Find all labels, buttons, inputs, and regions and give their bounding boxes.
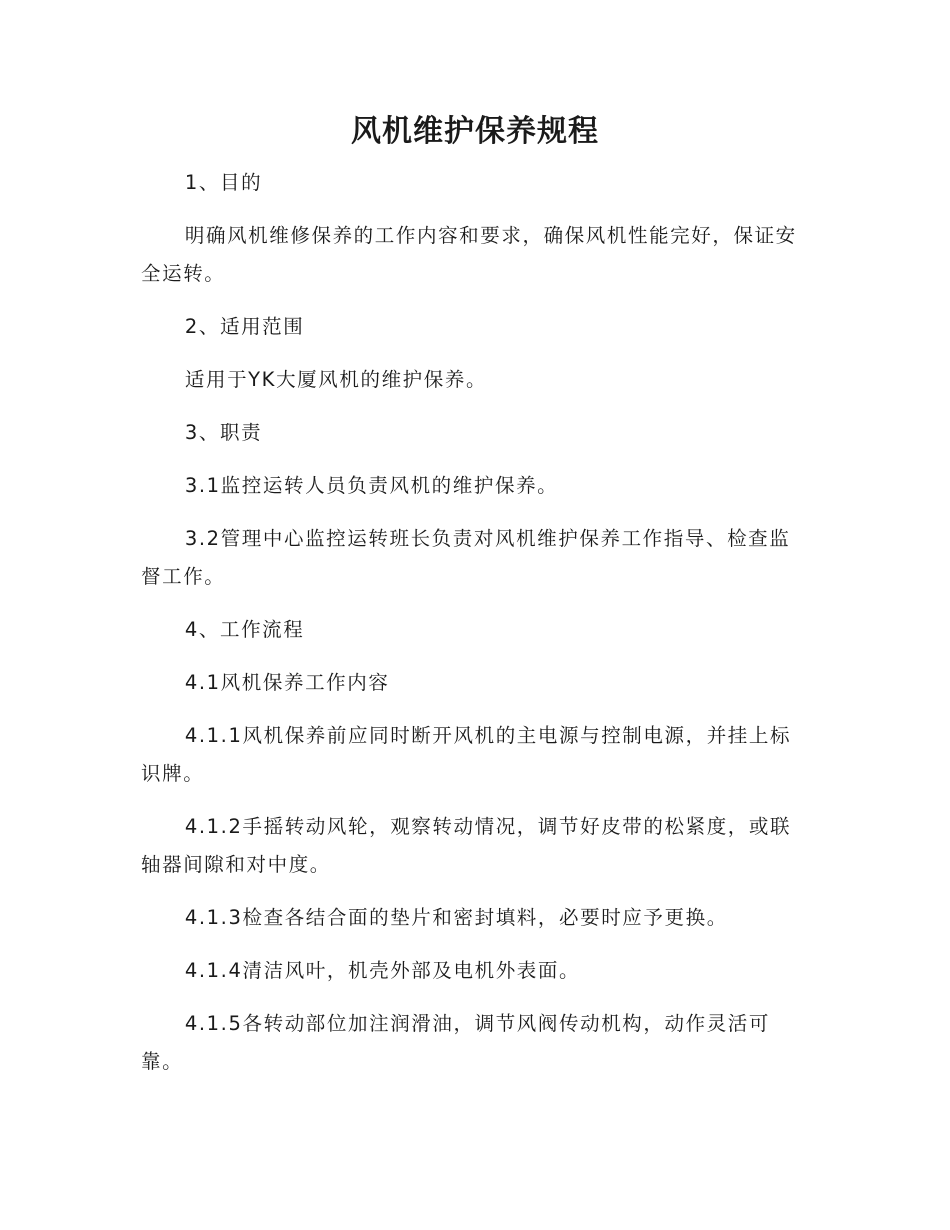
section-heading-workflow: 4、工作流程: [184, 618, 305, 641]
paragraph-step-4-1-1: 4.1.1风机保养前应同时断开风机的主电源与控制电源，并挂上标识牌。: [141, 724, 792, 785]
paragraph-step-4-1-3: 4.1.3检查各结合面的垫片和密封填料，必要时应予更换。: [184, 906, 728, 929]
section-heading-responsibilities: 3、职责: [184, 421, 263, 444]
paragraph-step-4-1-2: 4.1.2手摇转动风轮，观察转动情况，调节好皮带的松紧度，或联轴器间隙和对中度。: [141, 815, 792, 876]
paragraph-step-4-1-4: 4.1.4清洁风叶，机壳外部及电机外表面。: [184, 959, 581, 982]
section-heading-scope: 2、适用范围: [184, 315, 305, 338]
paragraph-scope: 适用于YK大厦风机的维护保养。: [184, 368, 488, 391]
subsection-heading-4-1: 4.1风机保养工作内容: [184, 671, 390, 694]
paragraph-responsibility-3-2: 3.2管理中心监控运转班长负责对风机维护保养工作指导、检查监督工作。: [141, 527, 791, 588]
section-heading-purpose: 1、目的: [184, 171, 263, 194]
paragraph-purpose: 明确风机维修保养的工作内容和要求，确保风机性能完好，保证安全运转。: [141, 224, 797, 285]
document-body: [141, 164, 811, 1081]
paragraph-step-4-1-5: 4.1.5各转动部位加注润滑油，调节风阀传动机构，动作灵活可靠。: [141, 1012, 770, 1073]
paragraph-responsibility-3-1: 3.1监控运转人员负责风机的维护保养。: [184, 474, 559, 497]
document-title: 风机维护保养规程: [351, 114, 599, 149]
